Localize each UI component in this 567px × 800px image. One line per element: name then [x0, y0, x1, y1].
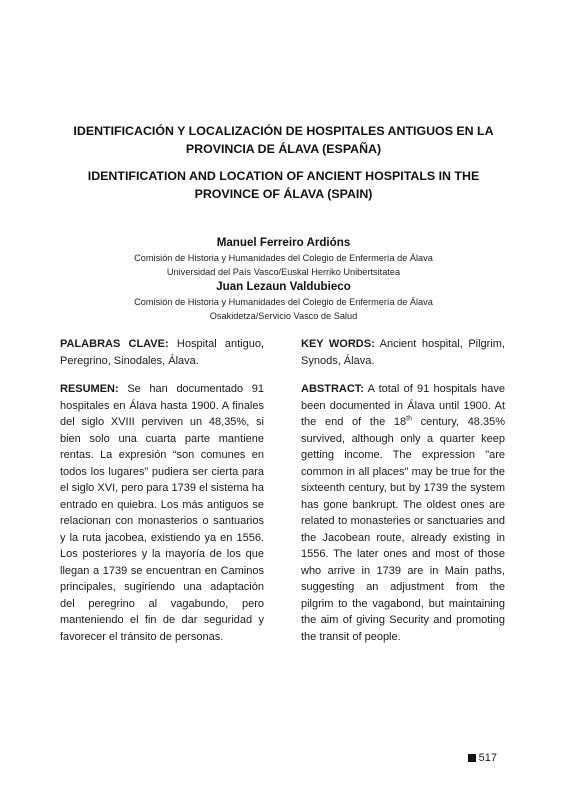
author-name: Manuel Ferreiro Ardións — [216, 236, 351, 249]
square-bullet-icon — [468, 754, 476, 762]
keywords-english-label: KEY WORDS: — [301, 338, 375, 350]
page-number: 517 — [478, 752, 497, 764]
title-spanish-line-1: IDENTIFICACIÓN Y LOCALIZACIÓN DE HOSPITALES ANTIGUOS EN LA — [73, 124, 494, 138]
authors-block — [60, 235, 507, 323]
page-number-block — [468, 752, 497, 764]
abstract-english — [301, 381, 505, 645]
title-english-line-2: PROVINCE OF ÁLAVA (SPAIN) — [194, 187, 373, 201]
author-affiliation: Comisión de Historia y Humanidades del Colegio de Enfermería de Álava — [134, 253, 433, 263]
abstract-english-superscript: th — [406, 415, 412, 423]
keywords-spanish-label: PALABRAS CLAVE: — [60, 338, 169, 350]
author-affiliation: Comisión de Historia y Humanidades del Colegio de Enfermería de Álava — [134, 297, 433, 307]
title-english — [60, 167, 507, 203]
abstract-english-label: ABSTRACT: — [301, 383, 364, 395]
author-affiliation: Universidad del País Vasco/Euskal Herriko Unibertsitatea — [166, 267, 401, 277]
title-spanish-line-2: PROVINCIA DE ÁLAVA (ESPAÑA) — [185, 142, 382, 156]
keywords-english — [301, 336, 505, 369]
abstract-spanish-label: RESUMEN: — [60, 383, 119, 395]
keywords-spanish — [60, 336, 264, 369]
abstract-spanish-text: Se han documentado 91 hospitales en Álava hasta 1900. A finales del siglo XVIII perviven un 48,35%, si bien solo una cuarta parte mantiene rentas. La expresión “son comunes en todos los lugares” pudiera ser cierta para el siglo XVI, pero para 1739 el sistema ha entrado en quiebra. Los más antiguos se relacionan con monasterios o santuarios y la ruta jacobea, existiendo ya en 1556. Los posteriores y la mayoría de los que llegan a 1739 se encuentran en Caminos principales, sugiriendo una adaptación del peregrino al vagabundo, pero manteniendo el fin de dar seguridad y favorecer el tránsito de personas. — [60, 383, 264, 643]
title-spanish — [60, 122, 507, 158]
author-name: Juan Lezaun Valdubieco — [216, 280, 351, 293]
abstract-spanish — [60, 381, 264, 645]
abstract-english-text-part-1: A total of 91 hospitals have been documented in Álava until 1900. At the end of the 18 — [301, 383, 505, 428]
keywords-spanish-text: Hospital antiguo, Peregrino, Sinodales, Álava. — [60, 338, 264, 367]
title-english-line-1: IDENTIFICATION AND LOCATION OF ANCIENT HOSPITALS IN THE — [87, 169, 480, 183]
abstract-english-text-part-2: century, 48.35% survived, although only a quarter keep getting income. The expression "are common in all places" may be true for the sixteenth century, but by 1739 the system has gone bankrupt. The oldest ones are related to monasteries or sanctuaries and the Jacobean route, already existing in 1556. The later ones and most of those who arrive in 1739 are in Main paths, suggesting an adjustment from the pilgrim to the vagabond, but maintaining the aim of giving Security and promoting the transit of people. — [301, 416, 505, 643]
title-block — [60, 122, 507, 203]
keywords-english-text: Ancient hospital, Pilgrim, Synods, Álava. — [301, 338, 505, 367]
author-affiliation: Osakidetza/Servicio Vasco de Salud — [209, 311, 358, 321]
